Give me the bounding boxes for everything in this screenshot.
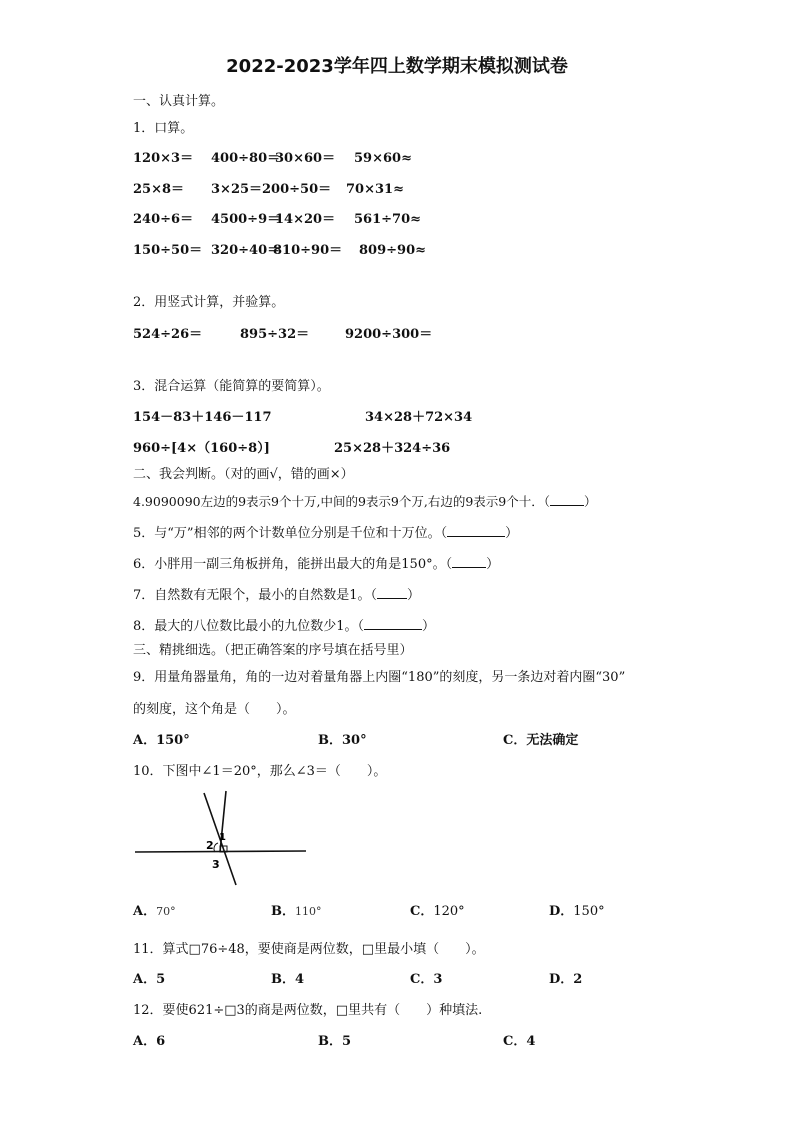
option-value: 70° — [156, 905, 176, 918]
q11-option-b[interactable]: B．4 — [271, 972, 305, 987]
oral-item: 3×25＝ — [211, 182, 263, 197]
section-1-heading: 一、认真计算。 — [133, 94, 225, 109]
q11-option-a[interactable]: A．5 — [133, 972, 166, 987]
section-3-heading: 三、精挑细选。（把正确答案的序号填在括号里） — [133, 643, 413, 658]
judge-item-5 — [133, 524, 518, 542]
oral-item: 320÷40＝ — [211, 243, 281, 258]
q9-option-a[interactable]: A．150° — [133, 733, 190, 748]
q10-option-d[interactable] — [549, 904, 605, 920]
judge-close: ） — [584, 494, 597, 509]
q3-title: 3．混合运算（能简算的要简算）。 — [133, 379, 330, 394]
oral-item: 30×60＝ — [275, 151, 336, 166]
oral-item: 400÷80＝ — [211, 151, 281, 166]
angle-figure — [130, 788, 310, 888]
vertical-calc-item: 524÷26＝ — [133, 327, 203, 342]
oral-item: 70×31≈ — [346, 182, 404, 197]
judge-item-8 — [133, 617, 435, 635]
exam-title: 2022-2023学年四上数学期末模拟测试卷 — [226, 56, 568, 77]
oral-item: 561÷70≈ — [354, 212, 422, 227]
option-value: 110° — [295, 905, 322, 918]
answer-blank[interactable] — [550, 493, 584, 506]
q10-text: 10．下图中∠1＝20°，那么∠3＝（ ）。 — [133, 764, 387, 779]
mixed-op-item: 34×28＋72×34 — [365, 410, 473, 425]
q10-option-c[interactable] — [410, 904, 465, 920]
oral-item: 120×3＝ — [133, 151, 194, 166]
vertical-calc-item: 9200÷300＝ — [345, 327, 433, 342]
oral-item: 150÷50＝ — [133, 243, 203, 258]
q9-option-b[interactable]: B．30° — [318, 733, 367, 748]
judge-text: 4.9090090左边的9表示9个十万,中间的9表示9个万,右边的9表示9个十．（ — [133, 494, 551, 509]
judge-item-4 — [133, 493, 597, 510]
judge-close: ） — [486, 557, 500, 572]
answer-blank[interactable] — [452, 555, 486, 568]
judge-close: ） — [407, 588, 421, 603]
judge-text: 6．小胖用一副三角板拼角，能拼出最大的角是150°。（ — [133, 557, 453, 572]
angle-label-2: 2 — [206, 839, 214, 852]
judge-item-6 — [133, 555, 499, 573]
q9-option-c[interactable]: C．无法确定 — [503, 733, 579, 748]
judge-close: ） — [422, 619, 436, 634]
angle-label-1: 1 — [219, 832, 226, 843]
q10-option-b[interactable] — [271, 904, 322, 920]
q9-line-2: 的刻度，这个角是（ ）。 — [133, 702, 296, 717]
mixed-op-item: 154－83＋146－117 — [133, 410, 272, 425]
oral-item: 809÷90≈ — [359, 243, 427, 258]
oral-item: 25×8＝ — [133, 182, 185, 197]
oral-item: 200÷50＝ — [262, 182, 332, 197]
judge-text: 7．自然数有无限个，最小的自然数是1。（ — [133, 588, 378, 603]
q9-line-1: 9．用量角器量角，角的一边对着量角器上内圈“180”的刻度，另一条边对着内圈“30” — [133, 670, 626, 685]
oral-item: 810÷90＝ — [273, 243, 343, 258]
answer-blank[interactable] — [364, 617, 422, 630]
mixed-op-item: 960÷[4×（160÷8）] — [133, 441, 270, 456]
q11-text: 11．算式□76÷48，要使商是两位数，□里最小填（ ）。 — [133, 942, 485, 957]
vertical-calc-item: 895÷32＝ — [240, 327, 310, 342]
judge-item-7 — [133, 586, 420, 604]
option-letter: B． — [271, 904, 295, 919]
oral-item: 240÷6＝ — [133, 212, 194, 227]
answer-blank[interactable] — [377, 586, 407, 599]
q2-title: 2．用竖式计算，并验算。 — [133, 295, 285, 310]
oral-item: 59×60≈ — [354, 151, 412, 166]
option-letter: C． — [410, 904, 434, 919]
mixed-op-item: 25×28＋324÷36 — [334, 441, 451, 456]
judge-text: 5．与“万”相邻的两个计数单位分别是千位和十万位。（ — [133, 526, 448, 541]
q10-option-a[interactable] — [133, 904, 176, 920]
oral-item: 4500÷9＝ — [211, 212, 281, 227]
answer-blank[interactable] — [447, 524, 505, 537]
judge-close: ） — [505, 526, 519, 541]
judge-text: 8．最大的八位数比最小的九位数少1。（ — [133, 619, 365, 634]
q12-option-c[interactable]: C．4 — [503, 1034, 536, 1049]
section-2-heading: 二、我会判断。（对的画√，错的画×） — [133, 467, 354, 482]
angle-arc — [214, 843, 218, 852]
angle-label-3: 3 — [212, 858, 220, 871]
option-letter: D． — [549, 904, 574, 919]
option-letter: A． — [133, 904, 157, 919]
option-value: 120° — [433, 904, 465, 919]
q1-title: 1．口算。 — [133, 121, 194, 136]
q12-text: 12．要使621÷□3的商是两位数，□里共有（ ）种填法. — [133, 1003, 483, 1018]
q11-option-c[interactable]: C．3 — [410, 972, 443, 987]
q12-option-b[interactable]: B．5 — [318, 1034, 352, 1049]
q12-option-a[interactable]: A．6 — [133, 1034, 166, 1049]
q11-option-d[interactable]: D．2 — [549, 972, 583, 987]
oral-item: 14×20＝ — [275, 212, 336, 227]
option-value: 150° — [573, 904, 605, 919]
